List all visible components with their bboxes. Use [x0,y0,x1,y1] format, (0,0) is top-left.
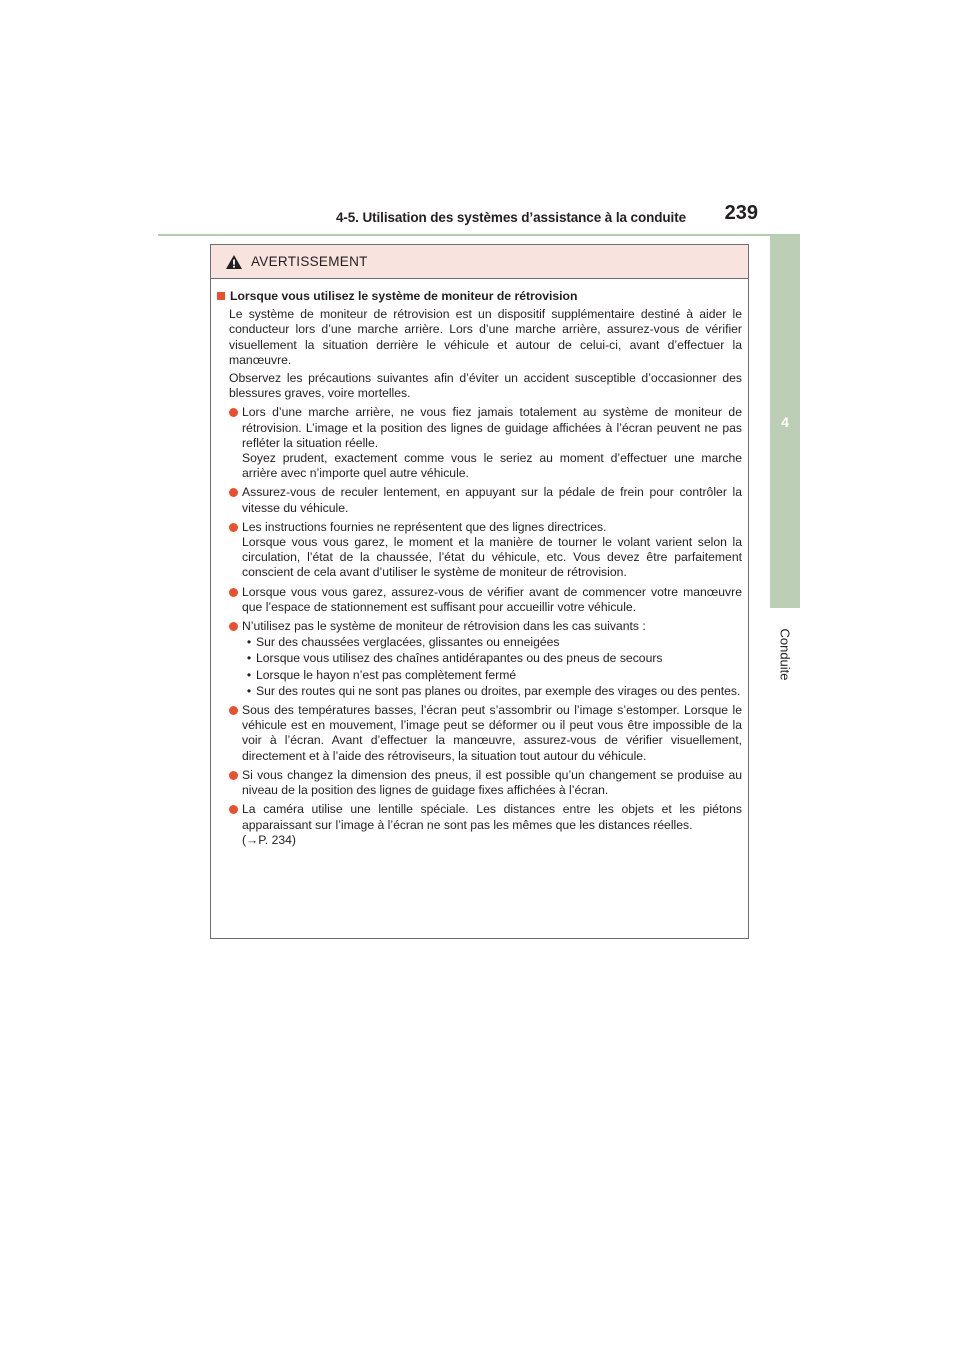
sub-bullet-marker: • [246,651,252,666]
sub-list-item [217,651,742,666]
sub-list-item-text: Lorsque le hayon n’est pas complètement fermé [256,667,517,682]
section-heading-text: Lorsque vous utilisez le système de moniteur de rétrovision [230,289,578,303]
page-reference-link[interactable]: (→P. 234) [242,832,296,847]
chapter-label-container [770,612,800,696]
sub-list-item [217,684,742,699]
chapter-tab [770,236,800,608]
list-item-text: Lors d’une marche arrière, ne vous fiez jamais totalement au système de moniteur de rétrovision. L’image et la position des lignes de guidage affichées à l’écran peuvent ne pas refléter la situation réelle. [242,405,742,450]
bullet-dot-icon [229,523,238,532]
list-item-text: La caméra utilise une lentille spéciale. Les distances entre les objets et les piétons apparaissant sur l’image à l’écran ne sont pas les mêmes que les distances réelles. [242,802,742,832]
warning-body [211,279,748,848]
list-item [217,768,742,798]
bullet-dot-icon [229,771,238,780]
list-item [217,485,742,515]
bullet-dot-icon [229,488,238,497]
list-item [217,520,742,581]
list-item-text: Soyez prudent, exactement comme vous le seriez au moment d’effectuer une marche arrière avec n’importe quel autre véhicule. [242,451,742,481]
bullet-dot-icon [229,706,238,715]
sub-bullet-marker: • [246,667,252,682]
list-item [217,802,742,848]
chapter-label: Conduite [777,627,793,681]
list-item-text: Sous des températures basses, l’écran peut s’assombrir ou l’image s’estomper. Lorsque le véhicule est en mouvement, l’image peut se déformer ou il peut vous être impossible de la voir à l’écran. Avant d’effectuer la manœuvre, assurez-vous de vérifier visuellement, directement et à l’aide des rétroviseurs, la situation tout autour du véhicule. [242,703,742,763]
list-item [217,585,742,615]
bullet-dot-icon [229,805,238,814]
warning-box [210,244,749,939]
chapter-number: 4 [781,414,789,430]
sub-list-item-text: Sur des chaussées verglacées, glissantes ou enneigées [256,635,560,650]
section-title: 4-5. Utilisation des systèmes d’assistance à la conduite [335,210,686,225]
intro-paragraph-2: Observez les précautions suivantes afin d’éviter un accident susceptible d’occasionner des blessures graves, voire mortelles. [229,371,742,401]
list-item [217,619,742,634]
sub-bullet-marker: • [246,635,252,650]
sub-list-item-text: Sur des routes qui ne sont pas planes ou droites, par exemple des virages ou des pentes. [256,683,741,698]
warning-title: AVERTISSEMENT [251,254,368,269]
list-item-text: N’utilisez pas le système de moniteur de rétrovision dans les cas suivants : [242,619,646,634]
bullet-dot-icon [229,588,238,597]
section-heading [217,289,742,304]
sub-bullet-marker: • [246,683,252,698]
page-header [158,200,800,236]
warning-header [211,245,748,279]
bullet-dot-icon [229,408,238,417]
sub-list-item [217,635,742,650]
page-number: 239 [724,202,758,224]
list-item-text: Si vous changez la dimension des pneus, il est possible qu’un changement se produise au niveau de la position des lignes de guidage fixes affichées à l’écran. [242,767,742,798]
square-bullet-icon [217,292,225,300]
list-item [217,703,742,764]
bullet-dot-icon [229,622,238,631]
list-item [217,405,742,481]
list-item-text: Les instructions fournies ne représentent que des lignes directrices. [242,519,607,534]
sub-list-item-text: Lorsque vous utilisez des chaînes antidérapantes ou des pneus de secours [256,651,663,666]
sub-list-item [217,668,742,683]
warning-triangle-icon [225,254,243,270]
intro-paragraph-1: Le système de moniteur de rétrovision est un dispositif supplémentaire destiné à aider le conducteur lors d’une marche arrière. Lors d’une marche arrière, assurez-vous de vérifier visuellement la situation derrière le véhicule et autour de celui-ci, avant d’effectuer la manœuvre. [229,307,742,367]
list-item-text: Lorsque vous vous garez, le moment et la manière de tourner le volant varient selon la circulation, l’état de la chaussée, l’état du véhicule, etc. Vous devez être parfaitement conscient de cela avant d’utiliser le système de moniteur de rétrovision. [242,535,742,580]
list-item-text: Lorsque vous vous garez, assurez-vous de vérifier avant de commencer votre manœuvre que l’espace de stationnement est suffisant pour accueillir votre véhicule. [242,584,742,614]
list-item-text: Assurez-vous de reculer lentement, en appuyant sur la pédale de frein pour contrôler la vitesse du véhicule. [242,485,742,515]
